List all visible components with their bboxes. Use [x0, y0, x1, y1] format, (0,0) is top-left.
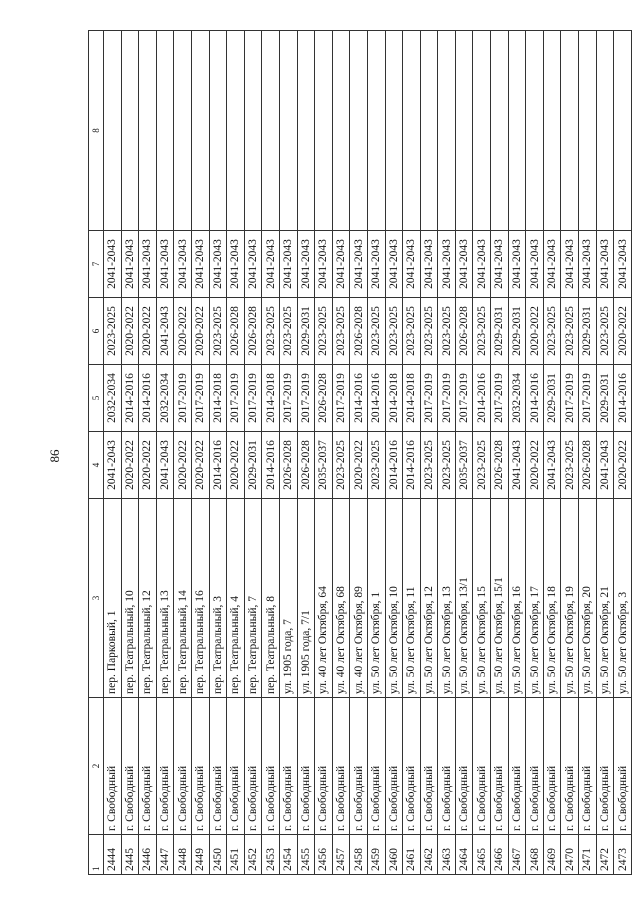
period-col4-cell: 2023-2025: [420, 432, 438, 499]
col8-cell: [561, 31, 579, 231]
period-col5-cell: 2014-2018: [262, 365, 280, 432]
header-row: [89, 31, 104, 875]
period-col7-cell: 2041-2043: [174, 231, 192, 298]
row-number-cell: 2448: [174, 835, 192, 875]
row-number-cell: 2470: [561, 835, 579, 875]
period-col5-cell: 2017-2019: [561, 365, 579, 432]
period-col6-cell: 2020-2022: [191, 298, 209, 365]
city-cell: г. Свободный: [209, 698, 227, 835]
city-cell: г. Свободный: [455, 698, 473, 835]
period-col7-cell: 2041-2043: [297, 231, 315, 298]
city-cell: г. Свободный: [420, 698, 438, 835]
table-row: [315, 31, 333, 875]
table-row: [156, 31, 174, 875]
col8-cell: [174, 31, 192, 231]
table-row: [209, 31, 227, 875]
period-col4-cell: 2014-2016: [385, 432, 403, 499]
period-col4-cell: 2020-2022: [614, 432, 632, 499]
period-col4-cell: 2023-2025: [438, 432, 456, 499]
col8-cell: [332, 31, 350, 231]
row-number-cell: 2467: [508, 835, 526, 875]
period-col7-cell: 2041-2043: [315, 231, 333, 298]
period-col4-cell: 2014-2016: [209, 432, 227, 499]
period-col5-cell: 2017-2019: [227, 365, 245, 432]
city-cell: г. Свободный: [174, 698, 192, 835]
city-cell: г. Свободный: [350, 698, 368, 835]
col8-cell: [526, 31, 544, 231]
period-col5-cell: 2014-2018: [403, 365, 421, 432]
period-col6-cell: 2023-2025: [332, 298, 350, 365]
row-number-cell: 2464: [455, 835, 473, 875]
period-col4-cell: 2041-2043: [156, 432, 174, 499]
col8-cell: [455, 31, 473, 231]
period-col5-cell: 2014-2016: [367, 365, 385, 432]
period-col4-cell: 2026-2028: [297, 432, 315, 499]
row-number-cell: 2468: [526, 835, 544, 875]
address-cell: ул. 40 лет Октября, 64: [315, 499, 333, 698]
address-cell: ул. 1905 года, 7: [279, 499, 297, 698]
row-number-cell: 2469: [543, 835, 561, 875]
address-cell: ул. 50 лет Октября, 12: [420, 499, 438, 698]
row-number-cell: 2472: [596, 835, 614, 875]
period-col6-cell: 2023-2025: [104, 298, 122, 365]
period-col5-cell: 2026-2028: [315, 365, 333, 432]
period-col4-cell: 2014-2016: [262, 432, 280, 499]
period-col5-cell: 2014-2016: [121, 365, 139, 432]
row-number-cell: 2454: [279, 835, 297, 875]
city-cell: г. Свободный: [473, 698, 491, 835]
city-cell: г. Свободный: [297, 698, 315, 835]
address-cell: ул. 40 лет Октября, 89: [350, 499, 368, 698]
column-header-3: 3: [89, 499, 104, 698]
row-number-cell: 2447: [156, 835, 174, 875]
period-col7-cell: 2041-2043: [209, 231, 227, 298]
table-row: [579, 31, 597, 875]
period-col6-cell: 2023-2025: [473, 298, 491, 365]
period-col7-cell: 2041-2043: [596, 231, 614, 298]
period-col5-cell: 2014-2016: [350, 365, 368, 432]
period-col5-cell: 2017-2019: [297, 365, 315, 432]
col8-cell: [209, 31, 227, 231]
period-col5-cell: 2017-2019: [491, 365, 509, 432]
col8-cell: [297, 31, 315, 231]
address-cell: пер. Театральный, 13: [156, 499, 174, 698]
period-col7-cell: 2041-2043: [191, 231, 209, 298]
period-col5-cell: 2014-2016: [473, 365, 491, 432]
period-col5-cell: 2014-2018: [385, 365, 403, 432]
page-number: 86: [47, 449, 62, 463]
period-col5-cell: 2014-2016: [614, 365, 632, 432]
city-cell: г. Свободный: [543, 698, 561, 835]
table-row: [508, 31, 526, 875]
period-col6-cell: 2023-2025: [367, 298, 385, 365]
table-row: [104, 31, 122, 875]
row-number-cell: 2444: [104, 835, 122, 875]
period-col4-cell: 2020-2022: [139, 432, 157, 499]
period-col4-cell: 2041-2043: [596, 432, 614, 499]
period-col4-cell: 2035-2037: [455, 432, 473, 499]
col8-cell: [279, 31, 297, 231]
period-col7-cell: 2041-2043: [508, 231, 526, 298]
table-row: [438, 31, 456, 875]
period-col5-cell: 2014-2016: [526, 365, 544, 432]
period-col5-cell: 2017-2019: [279, 365, 297, 432]
table-row: [262, 31, 280, 875]
period-col7-cell: 2041-2043: [332, 231, 350, 298]
table-row: [596, 31, 614, 875]
period-col6-cell: 2020-2022: [174, 298, 192, 365]
address-cell: ул. 50 лет Октября, 10: [385, 499, 403, 698]
column-header-8: 8: [89, 31, 104, 231]
col8-cell: [262, 31, 280, 231]
city-cell: г. Свободный: [315, 698, 333, 835]
period-col4-cell: 2041-2043: [543, 432, 561, 499]
table-row: [526, 31, 544, 875]
table-row: [227, 31, 245, 875]
city-cell: г. Свободный: [508, 698, 526, 835]
period-col6-cell: 2023-2025: [596, 298, 614, 365]
col8-cell: [244, 31, 262, 231]
city-cell: г. Свободный: [104, 698, 122, 835]
data-table: [88, 30, 632, 875]
col8-cell: [508, 31, 526, 231]
period-col6-cell: 2023-2025: [209, 298, 227, 365]
address-cell: ул. 40 лет Октября, 68: [332, 499, 350, 698]
row-number-cell: 2449: [191, 835, 209, 875]
city-cell: г. Свободный: [156, 698, 174, 835]
table-row: [332, 31, 350, 875]
col8-cell: [367, 31, 385, 231]
period-col5-cell: 2017-2019: [332, 365, 350, 432]
period-col6-cell: 2020-2022: [121, 298, 139, 365]
table-row: [139, 31, 157, 875]
address-cell: ул. 50 лет Октября, 17: [526, 499, 544, 698]
period-col4-cell: 2020-2022: [526, 432, 544, 499]
column-header-1: 1: [89, 835, 104, 875]
row-number-cell: 2451: [227, 835, 245, 875]
period-col5-cell: 2017-2019: [455, 365, 473, 432]
col8-cell: [121, 31, 139, 231]
period-col5-cell: 2014-2016: [139, 365, 157, 432]
period-col4-cell: 2020-2022: [191, 432, 209, 499]
city-cell: г. Свободный: [596, 698, 614, 835]
table-row: [367, 31, 385, 875]
col8-cell: [139, 31, 157, 231]
table-row: [385, 31, 403, 875]
address-cell: ул. 50 лет Октября, 13/1: [455, 499, 473, 698]
address-cell: ул. 50 лет Октября, 3: [614, 499, 632, 698]
col8-cell: [420, 31, 438, 231]
row-number-cell: 2445: [121, 835, 139, 875]
table-row: [543, 31, 561, 875]
row-number-cell: 2450: [209, 835, 227, 875]
period-col5-cell: 2017-2019: [174, 365, 192, 432]
table-row: [614, 31, 632, 875]
period-col7-cell: 2041-2043: [350, 231, 368, 298]
period-col5-cell: 2014-2018: [209, 365, 227, 432]
period-col6-cell: 2029-2031: [579, 298, 597, 365]
table-row: [297, 31, 315, 875]
period-col7-cell: 2041-2043: [244, 231, 262, 298]
period-col4-cell: 2026-2028: [279, 432, 297, 499]
column-header-4: 4: [89, 432, 104, 499]
period-col7-cell: 2041-2043: [403, 231, 421, 298]
period-col7-cell: 2041-2043: [543, 231, 561, 298]
table-row: [491, 31, 509, 875]
period-col5-cell: 2032-2034: [508, 365, 526, 432]
period-col7-cell: 2041-2043: [561, 231, 579, 298]
period-col4-cell: 2035-2037: [315, 432, 333, 499]
address-cell: пер. Театральный, 14: [174, 499, 192, 698]
row-number-cell: 2461: [403, 835, 421, 875]
period-col5-cell: 2017-2019: [438, 365, 456, 432]
period-col4-cell: 2029-2031: [244, 432, 262, 499]
period-col4-cell: 2041-2043: [508, 432, 526, 499]
city-cell: г. Свободный: [244, 698, 262, 835]
table-body: [104, 31, 632, 875]
address-cell: ул. 50 лет Октября, 13: [438, 499, 456, 698]
period-col6-cell: 2026-2028: [455, 298, 473, 365]
period-col7-cell: 2041-2043: [156, 231, 174, 298]
row-number-cell: 2459: [367, 835, 385, 875]
col8-cell: [543, 31, 561, 231]
address-cell: ул. 50 лет Октября, 15/1: [491, 499, 509, 698]
period-col6-cell: 2020-2022: [139, 298, 157, 365]
period-col6-cell: 2023-2025: [315, 298, 333, 365]
row-number-cell: 2452: [244, 835, 262, 875]
period-col7-cell: 2041-2043: [121, 231, 139, 298]
period-col5-cell: 2017-2019: [191, 365, 209, 432]
city-cell: г. Свободный: [438, 698, 456, 835]
address-cell: пер. Театральный, 16: [191, 499, 209, 698]
address-cell: ул. 50 лет Октября, 1: [367, 499, 385, 698]
city-cell: г. Свободный: [614, 698, 632, 835]
period-col7-cell: 2041-2043: [455, 231, 473, 298]
period-col7-cell: 2041-2043: [104, 231, 122, 298]
city-cell: г. Свободный: [332, 698, 350, 835]
period-col5-cell: 2029-2031: [543, 365, 561, 432]
rotated-table-container: [88, 30, 629, 875]
city-cell: г. Свободный: [385, 698, 403, 835]
period-col4-cell: 2014-2016: [403, 432, 421, 499]
address-cell: пер. Театральный, 7: [244, 499, 262, 698]
column-header-6: 6: [89, 298, 104, 365]
table-row: [455, 31, 473, 875]
period-col7-cell: 2041-2043: [438, 231, 456, 298]
table-row: [279, 31, 297, 875]
period-col4-cell: 2026-2028: [579, 432, 597, 499]
period-col5-cell: 2017-2019: [579, 365, 597, 432]
city-cell: г. Свободный: [139, 698, 157, 835]
row-number-cell: 2460: [385, 835, 403, 875]
period-col6-cell: 2029-2031: [491, 298, 509, 365]
period-col5-cell: 2029-2031: [596, 365, 614, 432]
city-cell: г. Свободный: [491, 698, 509, 835]
period-col6-cell: 2041-2043: [156, 298, 174, 365]
period-col7-cell: 2041-2043: [614, 231, 632, 298]
address-cell: ул. 50 лет Октября, 19: [561, 499, 579, 698]
city-cell: г. Свободный: [121, 698, 139, 835]
period-col6-cell: 2020-2022: [526, 298, 544, 365]
row-number-cell: 2471: [579, 835, 597, 875]
table-row: [191, 31, 209, 875]
address-cell: ул. 50 лет Октября, 11: [403, 499, 421, 698]
period-col6-cell: 2026-2028: [244, 298, 262, 365]
column-header-2: 2: [89, 698, 104, 835]
col8-cell: [227, 31, 245, 231]
address-cell: пер. Театральный, 4: [227, 499, 245, 698]
city-cell: г. Свободный: [191, 698, 209, 835]
period-col6-cell: 2023-2025: [385, 298, 403, 365]
row-number-cell: 2465: [473, 835, 491, 875]
period-col7-cell: 2041-2043: [491, 231, 509, 298]
period-col6-cell: 2029-2031: [508, 298, 526, 365]
period-col7-cell: 2041-2043: [262, 231, 280, 298]
col8-cell: [403, 31, 421, 231]
period-col6-cell: 2020-2022: [614, 298, 632, 365]
period-col7-cell: 2041-2043: [227, 231, 245, 298]
period-col4-cell: 2026-2028: [491, 432, 509, 499]
col8-cell: [385, 31, 403, 231]
city-cell: г. Свободный: [561, 698, 579, 835]
table-row: [561, 31, 579, 875]
period-col7-cell: 2041-2043: [420, 231, 438, 298]
row-number-cell: 2466: [491, 835, 509, 875]
table-row: [473, 31, 491, 875]
period-col6-cell: 2029-2031: [297, 298, 315, 365]
period-col6-cell: 2023-2025: [420, 298, 438, 365]
address-cell: ул. 1905 года, 7/1: [297, 499, 315, 698]
period-col6-cell: 2023-2025: [279, 298, 297, 365]
city-cell: г. Свободный: [367, 698, 385, 835]
col8-cell: [579, 31, 597, 231]
address-cell: пер. Парковый, 1: [104, 499, 122, 698]
address-cell: пер. Театральный, 12: [139, 499, 157, 698]
table-row: [174, 31, 192, 875]
row-number-cell: 2446: [139, 835, 157, 875]
col8-cell: [191, 31, 209, 231]
period-col4-cell: 2020-2022: [121, 432, 139, 499]
col8-cell: [156, 31, 174, 231]
col8-cell: [315, 31, 333, 231]
table-row: [420, 31, 438, 875]
period-col4-cell: 2023-2025: [473, 432, 491, 499]
period-col6-cell: 2023-2025: [543, 298, 561, 365]
period-col7-cell: 2041-2043: [526, 231, 544, 298]
address-cell: ул. 50 лет Октября, 16: [508, 499, 526, 698]
row-number-cell: 2456: [315, 835, 333, 875]
period-col5-cell: 2032-2034: [156, 365, 174, 432]
col8-cell: [596, 31, 614, 231]
address-cell: ул. 50 лет Октября, 21: [596, 499, 614, 698]
period-col6-cell: 2023-2025: [438, 298, 456, 365]
period-col6-cell: 2023-2025: [561, 298, 579, 365]
col8-cell: [491, 31, 509, 231]
column-header-7: 7: [89, 231, 104, 298]
column-header-5: 5: [89, 365, 104, 432]
address-cell: пер. Театральный, 10: [121, 499, 139, 698]
row-number-cell: 2473: [614, 835, 632, 875]
period-col7-cell: 2041-2043: [139, 231, 157, 298]
row-number-cell: 2453: [262, 835, 280, 875]
period-col4-cell: 2020-2022: [227, 432, 245, 499]
period-col4-cell: 2023-2025: [367, 432, 385, 499]
period-col4-cell: 2023-2025: [561, 432, 579, 499]
address-cell: пер. Театральный, 3: [209, 499, 227, 698]
col8-cell: [104, 31, 122, 231]
city-cell: г. Свободный: [227, 698, 245, 835]
city-cell: г. Свободный: [579, 698, 597, 835]
address-cell: ул. 50 лет Октября, 18: [543, 499, 561, 698]
row-number-cell: 2455: [297, 835, 315, 875]
address-cell: ул. 50 лет Октября, 15: [473, 499, 491, 698]
period-col5-cell: 2017-2019: [244, 365, 262, 432]
period-col5-cell: 2032-2034: [104, 365, 122, 432]
table-frame: [88, 30, 629, 875]
col8-cell: [438, 31, 456, 231]
period-col7-cell: 2041-2043: [579, 231, 597, 298]
period-col7-cell: 2041-2043: [473, 231, 491, 298]
period-col6-cell: 2023-2025: [262, 298, 280, 365]
address-cell: пер. Театральный, 8: [262, 499, 280, 698]
period-col4-cell: 2023-2025: [332, 432, 350, 499]
period-col5-cell: 2017-2019: [420, 365, 438, 432]
table-row: [121, 31, 139, 875]
row-number-cell: 2463: [438, 835, 456, 875]
city-cell: г. Свободный: [279, 698, 297, 835]
row-number-cell: 2457: [332, 835, 350, 875]
row-number-cell: 2458: [350, 835, 368, 875]
period-col6-cell: 2026-2028: [350, 298, 368, 365]
row-number-cell: 2462: [420, 835, 438, 875]
period-col6-cell: 2023-2025: [403, 298, 421, 365]
period-col7-cell: 2041-2043: [385, 231, 403, 298]
period-col4-cell: 2020-2022: [350, 432, 368, 499]
table-row: [244, 31, 262, 875]
city-cell: г. Свободный: [526, 698, 544, 835]
period-col7-cell: 2041-2043: [279, 231, 297, 298]
city-cell: г. Свободный: [262, 698, 280, 835]
period-col4-cell: 2041-2043: [104, 432, 122, 499]
period-col6-cell: 2026-2028: [227, 298, 245, 365]
period-col4-cell: 2020-2022: [174, 432, 192, 499]
table-row: [403, 31, 421, 875]
table-row: [350, 31, 368, 875]
col8-cell: [614, 31, 632, 231]
col8-cell: [350, 31, 368, 231]
city-cell: г. Свободный: [403, 698, 421, 835]
col8-cell: [473, 31, 491, 231]
address-cell: ул. 50 лет Октября, 20: [579, 499, 597, 698]
period-col7-cell: 2041-2043: [367, 231, 385, 298]
